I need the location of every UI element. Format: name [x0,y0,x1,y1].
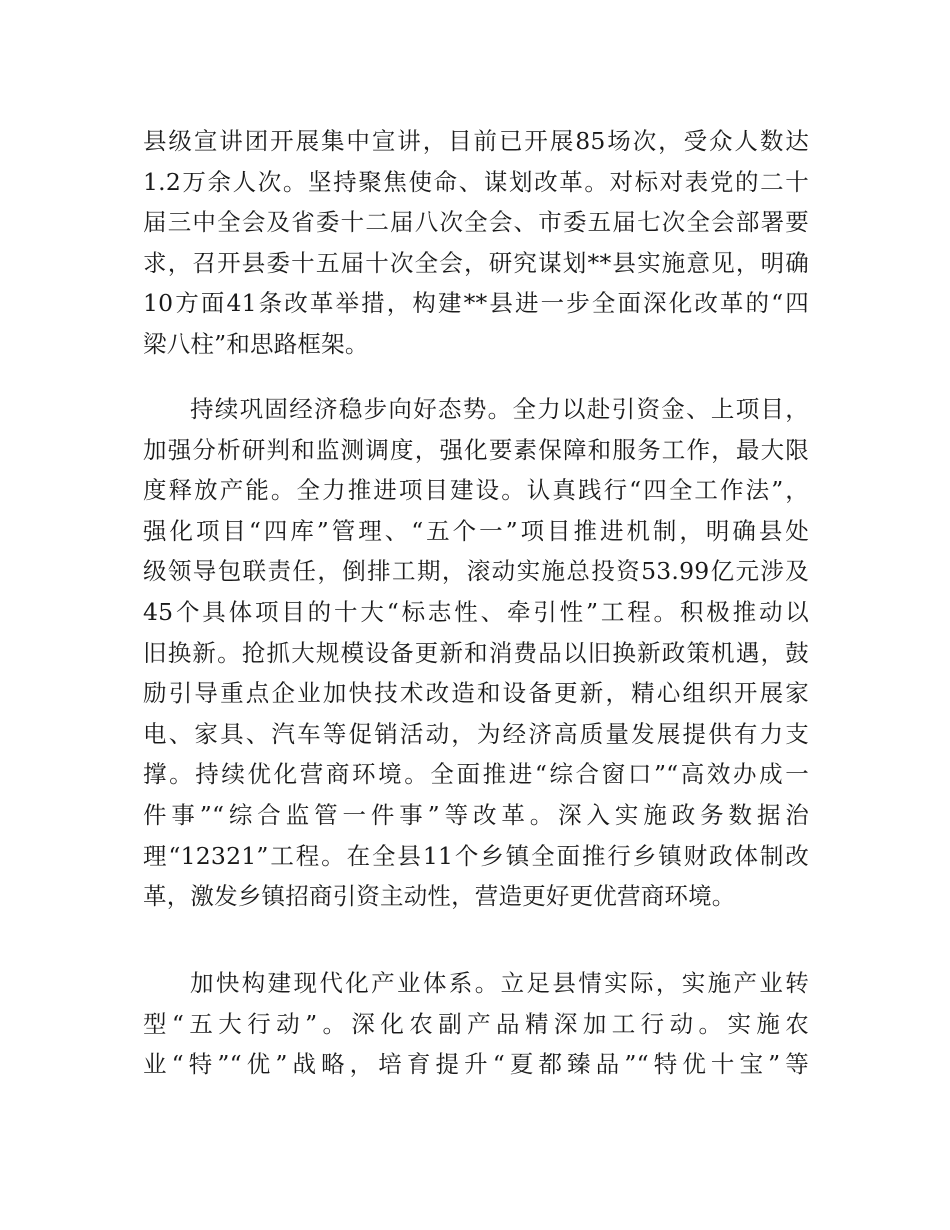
text-line: 强化项目“四库”管理、“五个一”项目推进机制，明确县处 [143,516,809,545]
paragraph-3 [143,963,809,1085]
paragraph-2 [143,389,809,917]
text-line: 县级宣讲团开展集中宣讲，目前已开展85场次，受众人数达 [143,127,809,155]
text-line: 电、家具、汽车等促销活动，为经济高质量发展提供有力支 [143,719,809,748]
text-line: 级领导包联责任，倒排工期，滚动实施总投资53.99亿元涉及 [143,557,809,586]
text-line: 求，召开县委十五届十次全会，研究谋划**县实施意见，明确 [143,248,809,277]
text-line: 梁八柱”和思路框架。 [143,329,369,358]
text-line: 加快构建现代化产业体系。立足县情实际，实施产业转 [190,969,809,997]
text-line: 革，激发乡镇招商引资主动性，营造更好更优营商环境。 [143,882,736,911]
text-line: 持续巩固经济稳步向好态势。全力以赴引资金、上项目， [190,395,809,423]
paragraph-1 [143,121,809,365]
text-line: 届三中全会及省委十二届八次全会、市委五届七次全会部署要 [143,208,809,237]
text-line: 度释放产能。全力推进项目建设。认真践行“四全工作法”， [143,476,809,505]
text-line: 旧换新。抢抓大规模设备更新和消费品以旧换新政策机遇，鼓 [143,638,809,667]
text-line: 加强分析研判和监测调度，强化要素保障和服务工作，最大限 [143,435,809,464]
text-line: 励引导重点企业加快技术改造和设备更新，精心组织开展家 [143,679,809,708]
text-line: 45个具体项目的十大“标志性、牵引性”工程。积极推动以 [143,597,809,626]
text-line: 业“特”“优”战略，培育提升“夏都臻品”“特优十宝”等 [143,1050,809,1079]
text-line: 10方面41条改革举措，构建**县进一步全面深化改革的“四 [143,289,809,318]
text-line: 型“五大行动”。深化农副产品精深加工行动。实施农 [143,1009,809,1038]
text-line: 1.2万余人次。坚持聚焦使命、谋划改革。对标对表党的二十 [143,167,809,196]
text-line: 件事”“综合监管一件事”等改革。深入实施政务数据治 [143,800,809,829]
text-line: 理“12321”工程。在全县11个乡镇全面推行乡镇财政体制改 [143,841,809,870]
text-line: 撑。持续优化营商环境。全面推进“综合窗口”“高效办成一 [143,760,809,789]
